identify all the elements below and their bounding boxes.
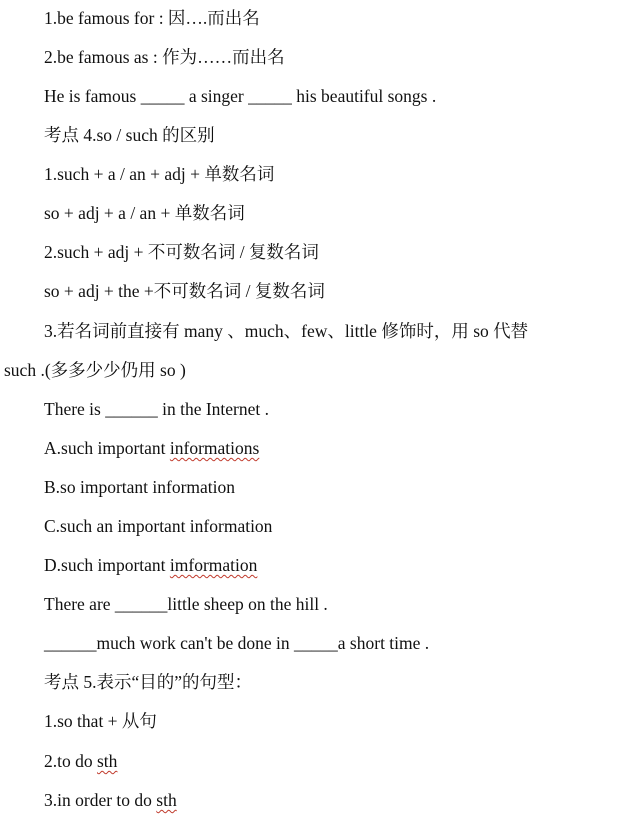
spell-check-word: sth bbox=[97, 751, 118, 771]
answer-option-d bbox=[44, 554, 257, 576]
option-text: D.such important bbox=[44, 555, 170, 575]
text-line: 2.to do sth bbox=[44, 751, 118, 771]
exercise-question: There is ______ in the Internet . bbox=[44, 399, 270, 419]
answer-option-b: B.so important information bbox=[44, 477, 236, 497]
answer-option-a bbox=[44, 437, 259, 459]
text-line: such .(多多少少仍用 so ) bbox=[4, 360, 186, 380]
option-text: A.such important bbox=[44, 438, 170, 458]
spell-check-word: informations bbox=[169, 438, 260, 458]
exercise-question: ______much work can't be done in _____a short time . bbox=[44, 633, 430, 653]
answer-option-c: C.such an important information bbox=[44, 516, 273, 536]
section-heading: 考点 5.表示“目的”的句型： bbox=[44, 672, 253, 692]
exercise-question: There are ______little sheep on the hill . bbox=[44, 594, 328, 614]
text-line: 1.so that + 从句 bbox=[44, 711, 157, 731]
text-line: 2.such + adj + 不可数名词 / 复数名词 bbox=[44, 242, 319, 262]
text-line: so + adj + the +不可数名词 / 复数名词 bbox=[44, 281, 325, 301]
text-line: 2.be famous as : 作为……而出名 bbox=[44, 47, 285, 67]
text-line: 1.such + a / an + adj + 单数名词 bbox=[44, 164, 275, 184]
spell-check-word: sth bbox=[156, 790, 177, 810]
text-line: He is famous _____ a singer _____ his beautiful songs . bbox=[44, 86, 437, 106]
spell-check-word: imformation bbox=[169, 555, 258, 575]
text-line: 1.be famous for : 因….而出名 bbox=[44, 8, 260, 28]
text-line: so + adj + a / an + 单数名词 bbox=[44, 203, 245, 223]
section-heading: 考点 4.so / such 的区别 bbox=[44, 125, 215, 145]
text-line: 3.in order to do sth bbox=[44, 790, 177, 810]
text-line: 3.若名词前直接有 many 、much、few、little 修饰时，用 so 代替 bbox=[44, 321, 529, 341]
